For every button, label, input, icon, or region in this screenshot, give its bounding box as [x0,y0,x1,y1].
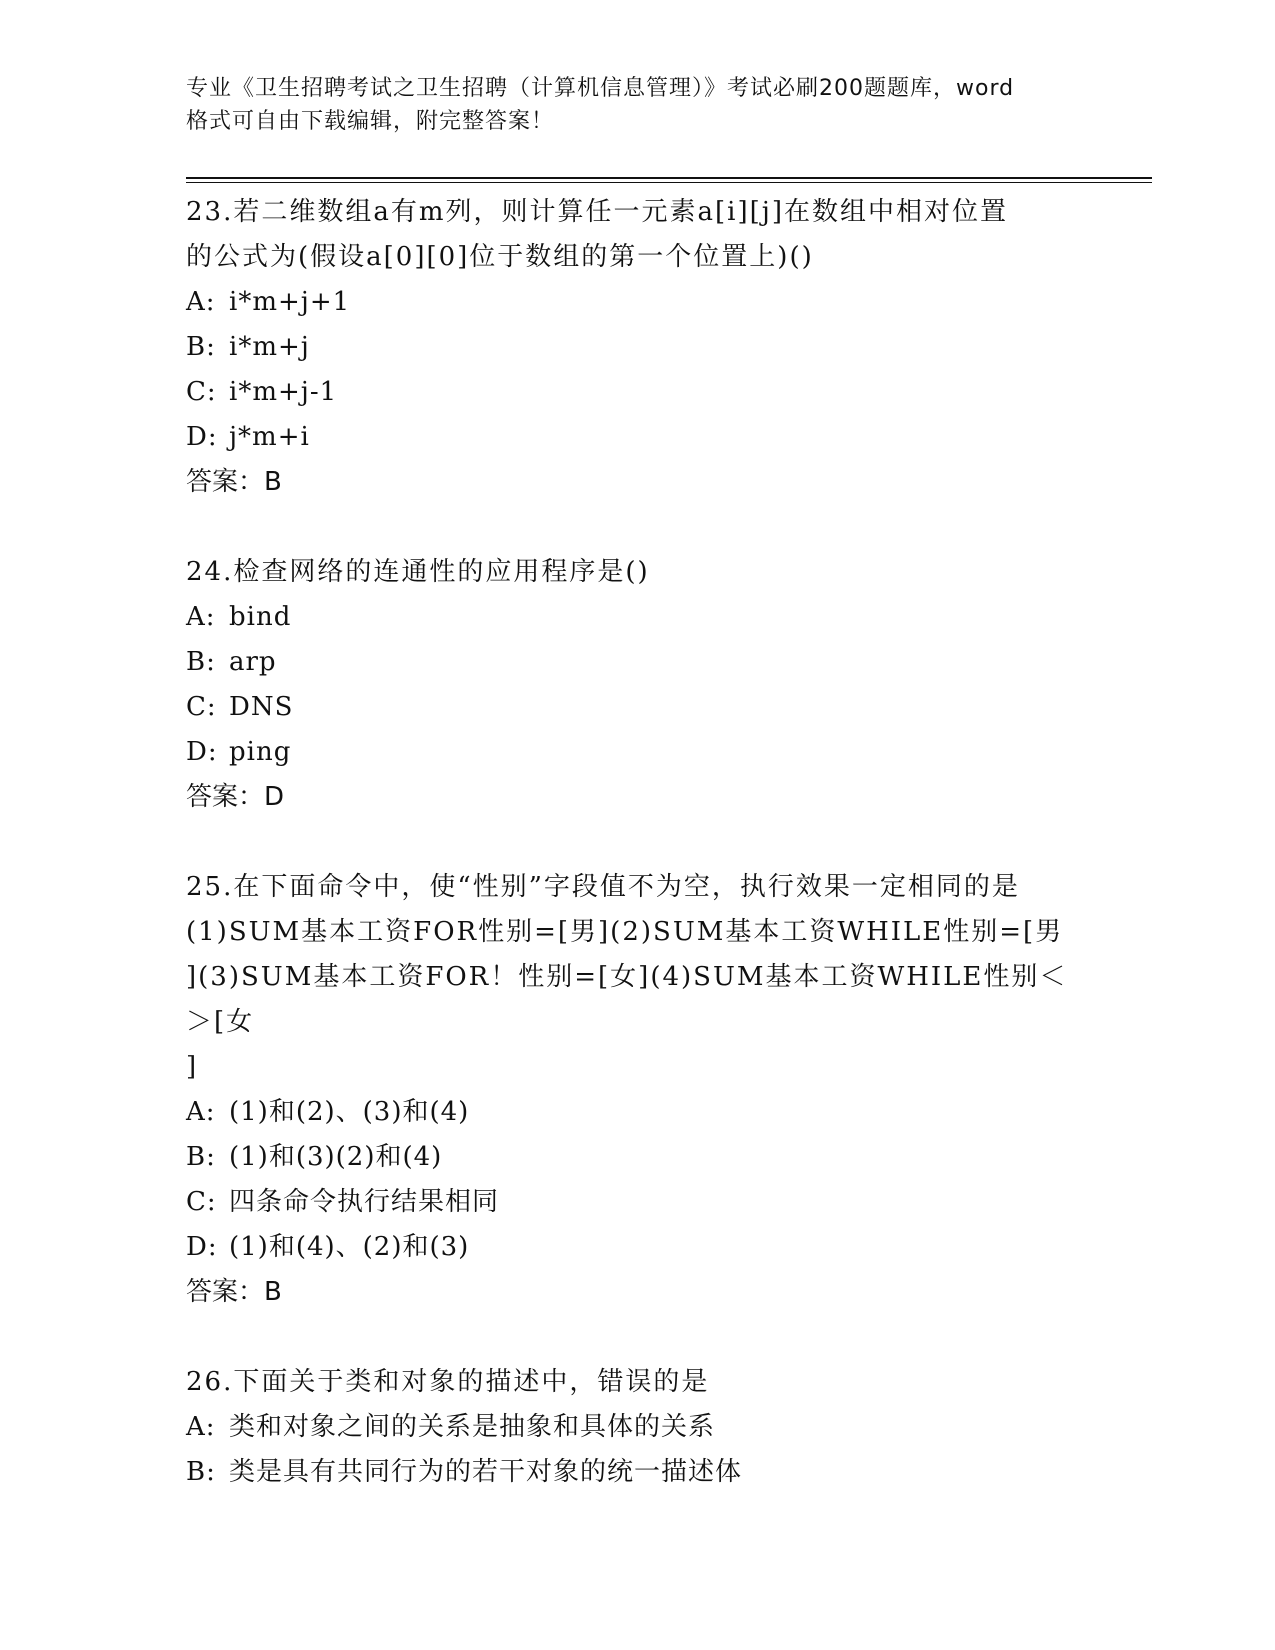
header-line-1: 专业《卫生招聘考试之卫生招聘（计算机信息管理）》考试必刷200题题库，word [186,76,1015,101]
option-key: C: [186,377,217,407]
question-stem-line: ] [186,1052,199,1082]
option-text: ping [229,737,292,767]
option-key: D: [186,1232,218,1262]
option-key: D: [186,422,218,452]
question-block [186,190,1086,504]
question-block [186,865,1086,1314]
option-text: i*m+j-1 [229,377,338,407]
question-list [186,190,1086,1541]
option-item [186,1090,1086,1135]
option-text: arp [229,647,277,677]
option-key: B: [186,1457,216,1487]
header-line-2: 格式可自由下载编辑，附完整答案！ [186,109,555,134]
question-stem-line: 25.在下面命令中，使“性别”字段值不为空，执行效果一定相同的是 [186,872,1020,902]
option-text: DNS [229,692,294,722]
option-item [186,370,1086,415]
option-key: B: [186,1142,216,1172]
option-item [186,415,1086,460]
option-key: D: [186,737,218,767]
option-key: C: [186,1187,217,1217]
question-stem-line: (1)SUM基本工资FOR性别=[男](2)SUM基本工资WHILE性别=[男 [186,917,1064,947]
question-stem-line: 26.下面关于类和对象的描述中，错误的是 [186,1367,710,1397]
option-item [186,1225,1086,1270]
option-text: (1)和(3)(2)和(4) [229,1142,443,1172]
option-item [186,595,1086,640]
option-text: i*m+j [229,332,310,362]
option-item [186,730,1086,775]
option-item [186,280,1086,325]
option-item [186,1180,1086,1225]
question-stem-line: 24.检查网络的连通性的应用程序是() [186,557,650,587]
header-divider-thick [186,177,1152,179]
option-text: 类是具有共同行为的若干对象的统一描述体 [229,1457,743,1487]
option-text: (1)和(2)、(3)和(4) [229,1097,470,1127]
option-key: A: [186,1097,216,1127]
option-text: 四条命令执行结果相同 [229,1187,500,1217]
option-item [186,685,1086,730]
question-stem-line: 的公式为(假设a[0][0]位于数组的第一个位置上)() [186,242,814,272]
answer-line: 答案：B [186,1277,282,1307]
option-key: B: [186,647,216,677]
option-text: bind [229,602,292,632]
answer-line: 答案：D [186,782,285,812]
option-item [186,1135,1086,1180]
option-item [186,1405,1086,1450]
option-item [186,640,1086,685]
question-block [186,1360,1086,1495]
question-stem-line: 23.若二维数组a有m列，则计算任一元素a[i][j]在数组中相对位置 [186,197,1008,227]
option-key: C: [186,692,217,722]
header-divider-thin [186,182,1152,183]
option-text: (1)和(4)、(2)和(3) [229,1232,470,1262]
option-key: A: [186,287,216,317]
option-item [186,325,1086,370]
question-stem-line: ](3)SUM基本工资FOR！性别=[女](4)SUM基本工资WHILE性别＜＞[女 [186,962,1068,1037]
option-item [186,1450,1086,1495]
answer-line: 答案：B [186,467,282,497]
question-block [186,550,1086,819]
option-key: A: [186,602,216,632]
option-text: i*m+j+1 [229,287,351,317]
document-header [186,72,1086,138]
option-key: B: [186,332,216,362]
option-text: 类和对象之间的关系是抽象和具体的关系 [229,1412,716,1442]
option-key: A: [186,1412,216,1442]
option-text: j*m+i [229,422,310,452]
